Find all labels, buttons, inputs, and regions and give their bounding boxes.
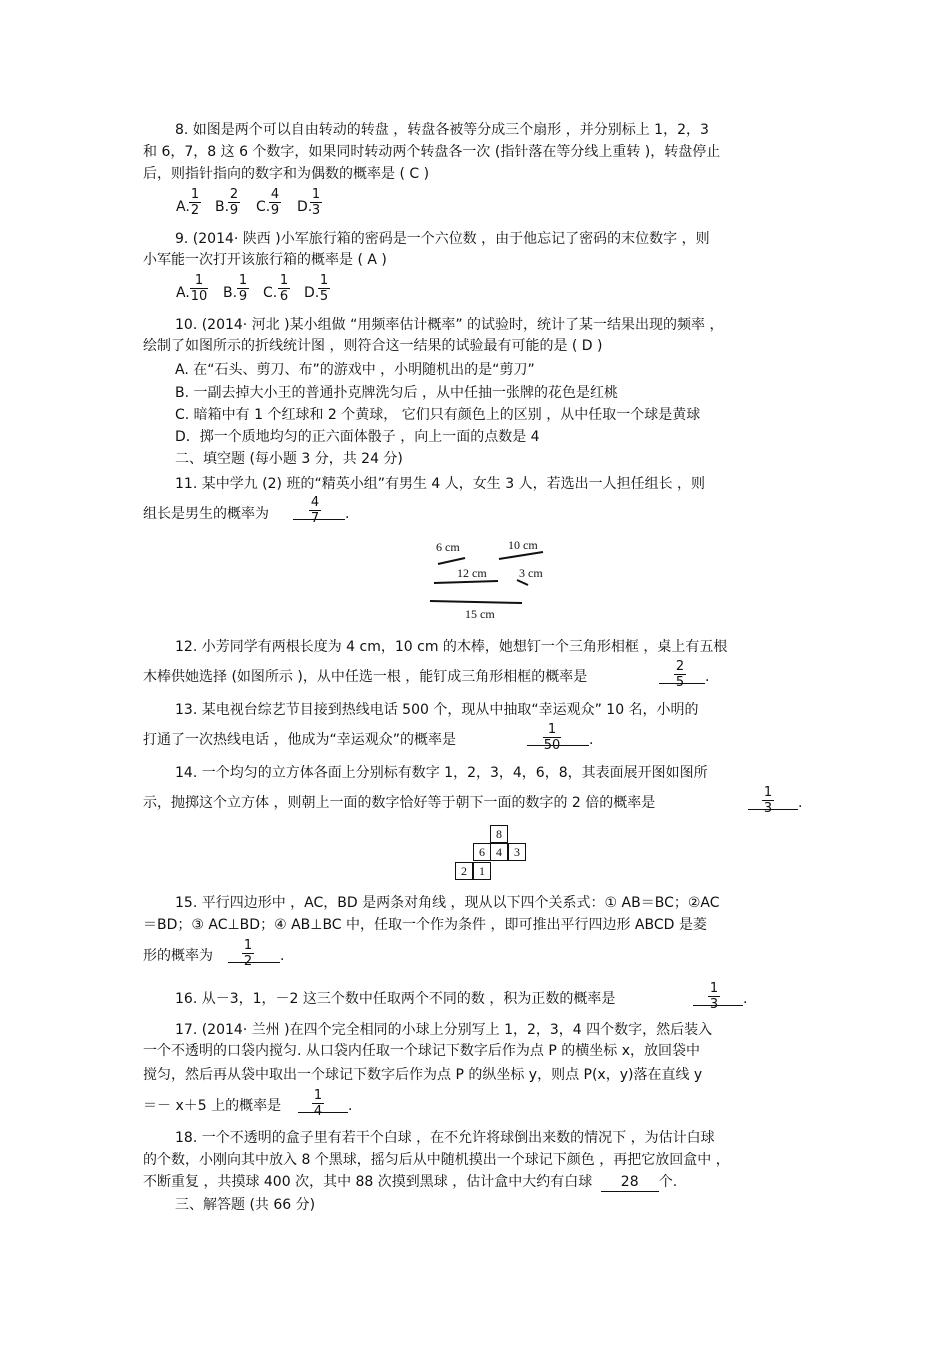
q11-line2: 组长是男生的概率为 (143, 506, 269, 522)
q9-opt-a-label: A. (176, 285, 190, 301)
q9-opt-d: $\frac{1}{5}$ (319, 273, 329, 304)
q10-option-b: B. 一副去掉大小王的普通扑克牌洗匀后 ，从中任抽一张牌的花色是红桃 (175, 385, 618, 401)
q8-line2: 和 6，7，8 这 6 个数字，如果同时转动两个转盘各一次 (指针落在等分线上重转 )，转盘停止 (143, 144, 721, 160)
q14-answer: $\frac{1}{3}$ (763, 785, 773, 816)
q8-opt-a: $\frac{1}{2}$ (190, 187, 200, 218)
q9-opt-c: $\frac{1}{6}$ (279, 273, 289, 304)
q10-option-c: C. 暗箱中有 1 个红球和 2 个黄球， 它们只有颜色上的区别 ，从中任取一个球是黄球 (175, 407, 701, 423)
q13-answer: $\frac{1}{50}$ (543, 722, 561, 753)
q18-line2: 的个数，小刚向其中放入 8 个黑球，摇匀后从中随机摸出一个球记下颜色 ，再把它放回盒中 ， (143, 1152, 730, 1168)
q12-answer: $\frac{2}{5}$ (675, 659, 685, 690)
net-cell-8: 8 (490, 825, 508, 843)
q17-line4: ＝－ x＋5 上的概率是 (143, 1098, 282, 1114)
q18-line3 (143, 1173, 677, 1192)
stick-3cm (517, 580, 528, 585)
q8-line3: 后，则指针指向的数字和为偶数的概率是 ( C ) (143, 166, 430, 182)
q18-line1: 18. 一个不透明的盒子里有若干个白球 ，在不允许将球倒出来数的情况下 ，为估计白球 (175, 1130, 715, 1146)
q17-answer: $\frac{1}{4}$ (313, 1088, 323, 1119)
q10-line2: 绘制了如图所示的折线统计图 ，则符合这一结果的试验最有可能的是 ( D ) (143, 338, 603, 354)
section-3-heading: 三、解答题 (共 66 分) (175, 1197, 316, 1213)
q10-line1: 10. (2014· 河北 )某小组做 “用频率估计概率” 的试验时，统计了某一结果出现的频率 ， (175, 317, 724, 333)
q17-line2: 一个不透明的口袋内搅匀. 从口袋内任取一个球记下数字后作为点 P 的横坐标 x，放回袋中 (143, 1043, 700, 1059)
q15-answer: $\frac{1}{2}$ (243, 938, 253, 969)
q8-opt-b: $\frac{2}{9}$ (229, 187, 239, 218)
section-2-heading: 二、填空题 (每小题 3 分，共 24 分) (175, 451, 403, 467)
q9-opt-b-label: B. (223, 285, 238, 301)
net-cell-3: 3 (508, 843, 526, 861)
q15-period: . (280, 948, 285, 964)
q17-line3: 搅匀，然后再从袋中取出一个球记下数字后作为点 P 的纵坐标 y，则点 P(x，y)落在直线 y (143, 1067, 703, 1083)
q8-opt-b-label: B. (215, 199, 230, 215)
q14-period: . (798, 795, 803, 811)
q14-line1: 14. 一个均匀的立方体各面上分别标有数字 1，2，3，4，6，8，其表面展开图如图所 (175, 765, 708, 781)
q15-line2: ＝BD；③ AC⊥BD；④ AB⊥BC 中，任取一个作为条件 ，即可推出平行四边形 ABCD 是菱 (143, 917, 707, 933)
q8-opt-c: $\frac{4}{9}$ (270, 187, 280, 218)
q15-line3: 形的概率为 (143, 948, 213, 964)
q13-line2: 打通了一次热线电话 ，他成为“幸运观众”的概率是 (143, 732, 456, 748)
stick-label-10cm: 10 cm (508, 538, 538, 552)
q18-line3-text: 不断重复 ，共摸球 400 次，其中 88 次摸到黑球 ，估计盒中大约有白球 (143, 1174, 593, 1190)
q8-line1: 8. 如图是两个可以自由转动的转盘 ，转盘各被等分成三个扇形 ，并分别标上 1，2，3 (175, 122, 709, 138)
q15-line1: 15. 平行四边形中 ，AC，BD 是两条对角线 ，现从以下四个关系式：① AB＝BC；②AC (175, 895, 720, 911)
q18-answer: 28 (601, 1173, 659, 1192)
stick-label-15cm: 15 cm (465, 607, 495, 621)
q8-opt-c-label: C. (256, 199, 271, 215)
q8-opt-d: $\frac{1}{3}$ (311, 187, 321, 218)
q13-period: . (589, 732, 594, 748)
q9-opt-a: $\frac{1}{10}$ (190, 273, 208, 304)
q12-line1: 12. 小芳同学有两根长度为 4 cm，10 cm 的木棒，她想钉一个三角形相框 ，桌上有五根 (175, 639, 728, 655)
net-cell-6: 6 (473, 843, 491, 861)
q9-opt-c-label: C. (263, 285, 278, 301)
q14-line2: 示，抛掷这个立方体 ，则朝上一面的数字恰好等于朝下一面的数字的 2 倍的概率是 (143, 795, 656, 811)
stick-label-6cm: 6 cm (436, 540, 460, 554)
q15-answer-blank (228, 962, 280, 963)
net-cell-4: 4 (490, 843, 508, 861)
q11-line1: 11. 某中学九 (2) 班的“精英小组”有男生 4 人，女生 3 人，若选出一人担任组长 ，则 (175, 476, 706, 492)
stick-label-12cm: 12 cm (457, 566, 487, 580)
q12-line2: 木棒供她选择 (如图所示 )，从中任选一根 ，能钉成三角形相框的概率是 (143, 669, 588, 685)
net-cell-2: 2 (455, 862, 473, 880)
q9-opt-d-label: D. (304, 285, 320, 301)
q13-line1: 13. 某电视台综艺节目接到热线电话 500 个，现从中抽取“幸运观众” 10 名，小明的 (175, 702, 699, 718)
q11-period: . (345, 506, 350, 522)
q9-opt-b: $\frac{1}{9}$ (238, 273, 248, 304)
q11-answer: $\frac{4}{7}$ (310, 495, 320, 526)
q9-line2: 小军能一次打开该旅行箱的概率是 ( A ) (143, 252, 387, 268)
q16-period: . (743, 991, 748, 1007)
stick-15cm (430, 601, 522, 603)
q10-option-a: A. 在“石头、剪刀、布”的游戏中 ，小明随机出的是“剪刀” (175, 362, 535, 378)
q9-line1: 9. (2014· 陕西 )小军旅行箱的密码是一个六位数 ，由于他忘记了密码的末位数字 ，则 (175, 231, 710, 247)
stick-label-3cm: 3 cm (519, 566, 543, 580)
q12-period: . (705, 669, 710, 685)
q8-opt-a-label: A. (176, 199, 190, 215)
q16-line1: 16. 从－3，1，－2 这三个数中任取两个不同的数 ，积为正数的概率是 (175, 991, 616, 1007)
net-cell-1: 1 (473, 862, 491, 880)
sticks-figure (430, 535, 543, 625)
q16-answer: $\frac{1}{3}$ (709, 981, 719, 1012)
q17-line1: 17. (2014· 兰州 )在四个完全相同的小球上分别写上 1，2，3，4 四个数字，然后装入 (175, 1022, 713, 1038)
stick-10cm (499, 552, 543, 559)
q10-option-d: D．掷一个质地均匀的正六面体骰子 ，向上一面的点数是 4 (175, 429, 540, 445)
stick-12cm (434, 581, 498, 583)
stick-6cm (438, 558, 465, 564)
q17-period: . (348, 1098, 353, 1114)
q8-opt-d-label: D. (297, 199, 313, 215)
q18-line3-tail: 个. (658, 1174, 678, 1190)
